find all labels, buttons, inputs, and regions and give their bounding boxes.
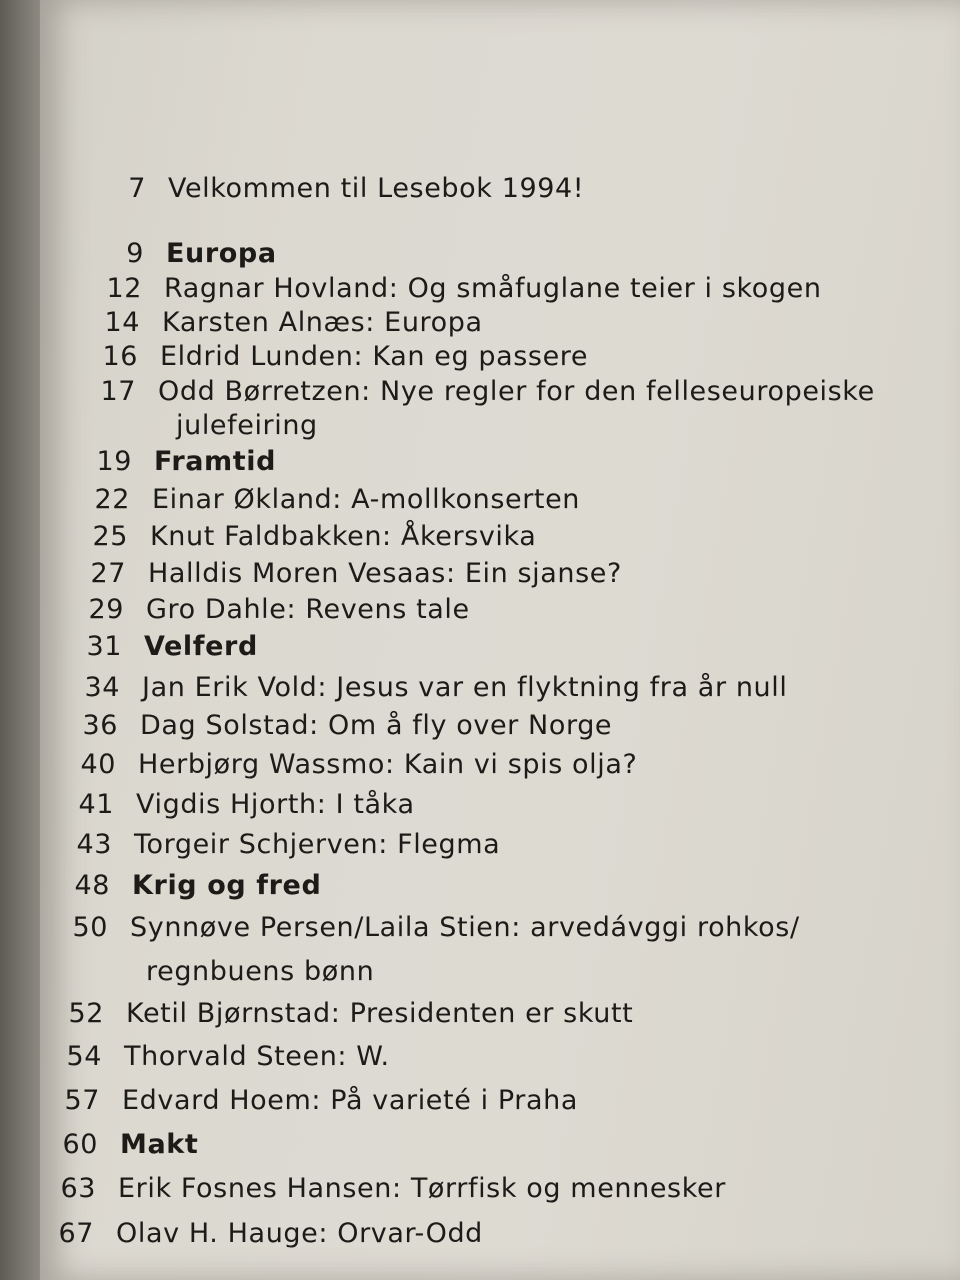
- toc-page-number: 17: [100, 376, 136, 407]
- toc-page-number: 19: [96, 446, 132, 477]
- toc-entry: [54, 1085, 578, 1116]
- toc-entry: [62, 912, 800, 943]
- toc-page-number: 27: [90, 558, 126, 589]
- toc-section-heading: [52, 1129, 198, 1160]
- toc-entry-title: Jan Erik Vold: Jesus var en flyktning fra år null: [142, 672, 788, 703]
- toc-entry-title: Ragnar Hovland: Og småfuglane teier i skogen: [164, 273, 822, 304]
- toc-entry: [82, 521, 536, 552]
- toc-page-number: 22: [94, 484, 130, 515]
- toc-entry: [96, 273, 822, 304]
- toc-entry-title: Einar Økland: A-mollkonserten: [152, 484, 581, 515]
- toc-page-number: 25: [92, 521, 128, 552]
- toc-entry: [100, 173, 584, 204]
- toc-page-number: 43: [76, 829, 112, 860]
- toc-entry: [78, 594, 470, 625]
- toc-page-number: 12: [106, 273, 142, 304]
- toc-entry: [92, 341, 588, 372]
- toc-page-number: 57: [64, 1085, 100, 1116]
- toc-page-number: 60: [62, 1129, 98, 1160]
- toc-entry: [90, 376, 875, 407]
- toc-entry-title: Dag Solstad: Om å fly over Norge: [140, 710, 613, 741]
- toc-entry: [58, 998, 633, 1029]
- toc-section-title: Makt: [120, 1129, 199, 1160]
- toc-entry: [80, 558, 622, 589]
- toc-page-number: 48: [74, 870, 110, 901]
- toc-page-number: 34: [84, 672, 120, 703]
- toc-page-number: 40: [80, 749, 116, 780]
- toc-entry: [48, 1218, 483, 1249]
- toc-entry-title: Knut Faldbakken: Åkersvika: [150, 521, 537, 552]
- toc-section-heading: [76, 631, 258, 662]
- toc-entry: [66, 829, 500, 860]
- toc-entry-title: Karsten Alnæs: Europa: [162, 307, 483, 338]
- toc-page-number: 29: [88, 594, 124, 625]
- toc-entry: [94, 307, 483, 338]
- toc-page-number: 16: [102, 341, 138, 372]
- toc-page-number: 67: [58, 1218, 94, 1249]
- toc-entry: [74, 672, 787, 703]
- toc-section-heading: [64, 870, 321, 901]
- toc-entry-title: Odd Børretzen: Nye regler for den felleseuropeiske: [158, 376, 875, 407]
- toc-entry-title: Erik Fosnes Hansen: Tørrfisk og mennesker: [118, 1173, 726, 1204]
- toc-page-number: 14: [104, 307, 140, 338]
- toc-page-number: 50: [72, 912, 108, 943]
- toc-entry: [72, 710, 612, 741]
- toc-entry-title: Velkommen til Lesebok 1994!: [168, 173, 585, 204]
- toc-entry: [70, 749, 637, 780]
- toc-entry-title: Ketil Bjørnstad: Presidenten er skutt: [126, 998, 634, 1029]
- toc-entry: [50, 1173, 726, 1204]
- toc-entry-title: Eldrid Lunden: Kan eg passere: [160, 341, 589, 372]
- toc-entry-title: Torgeir Schjerven: Flegma: [134, 829, 501, 860]
- toc-page-number: 31: [86, 631, 122, 662]
- toc-page-number: 54: [66, 1041, 102, 1072]
- toc-entry: [84, 484, 580, 515]
- toc-section-heading: [98, 238, 277, 269]
- toc-page-number: 41: [78, 789, 114, 820]
- toc-entry-title: Herbjørg Wassmo: Kain vi spis olja?: [138, 749, 638, 780]
- toc-section-title: Krig og fred: [132, 870, 322, 901]
- toc-entry-title: Vigdis Hjorth: I tåka: [136, 789, 415, 820]
- toc-section-title: Framtid: [154, 446, 277, 477]
- toc-entry-title: Synnøve Persen/Laila Stien: arvedávggi rohkos/: [130, 912, 800, 943]
- toc-section-title: Europa: [166, 238, 277, 269]
- toc-section-title: Velferd: [144, 631, 258, 662]
- toc-entry-title: Halldis Moren Vesaas: Ein sjanse?: [148, 558, 622, 589]
- toc-entry-title: Edvard Hoem: På varieté i Praha: [122, 1085, 578, 1116]
- toc-entry-title: Gro Dahle: Revens tale: [146, 594, 470, 625]
- toc-section-heading: [86, 446, 276, 477]
- toc-page-number: 36: [82, 710, 118, 741]
- toc-entry-title: Thorvald Steen: W.: [124, 1041, 390, 1072]
- toc-page-number: 9: [126, 238, 144, 269]
- toc-page-number: 52: [68, 998, 104, 1029]
- toc-entry: [56, 1041, 390, 1072]
- toc-entry-title: Olav H. Hauge: Orvar-Odd: [116, 1218, 483, 1249]
- toc-entry-title-continuation: regnbuens bønn: [146, 956, 375, 987]
- toc-entry-title-continuation: julefeiring: [176, 410, 318, 441]
- toc-page-number: 7: [128, 173, 146, 204]
- toc-page-number: 63: [60, 1173, 96, 1204]
- toc-entry: [68, 789, 415, 820]
